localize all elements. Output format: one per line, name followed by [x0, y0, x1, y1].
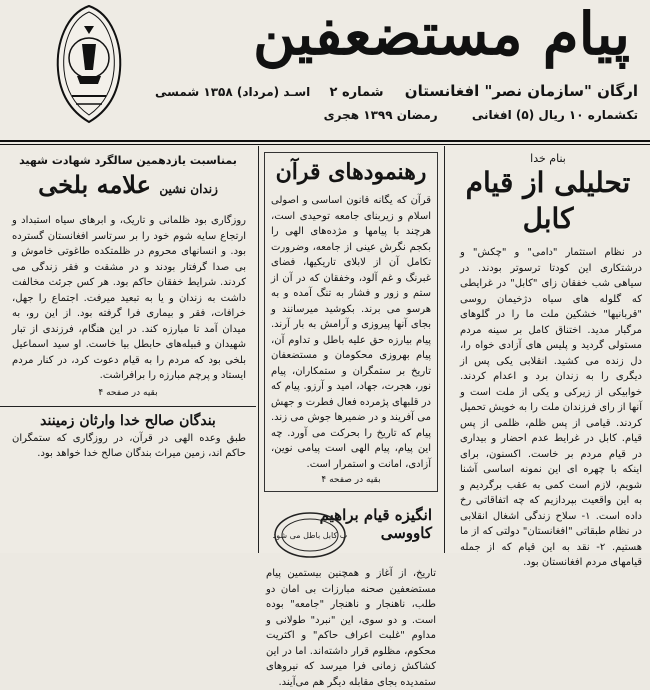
left-article-headline	[0, 169, 256, 205]
middle-sub-headline: انگیزه قیام براهیم کاووسی	[319, 506, 432, 542]
right-article-kicker: بنام خدا	[530, 152, 566, 165]
left-article-divider	[0, 406, 256, 407]
left-sub-article-body: طبق وعده الهی در قرآن، در روزگاری که ستمگران حاکم اند، زمین میراث بندگان صالح خدا خواهد بود.	[12, 432, 246, 459]
masthead-divider-thin	[0, 144, 650, 145]
masthead-meta-line	[155, 82, 638, 100]
left-article-body: روزگاری بود ظلمانی و تاریک، و ابرهای سیاه استبداد و ارتجاع سایه شوم خود را بر سرتاسر افغانستان گسترده بود. و انسانهای محروم در ظلمتکده طاغوتی خاموش و بی صدا گرفتار بودند و در مشقت و فقر زندگی می کردند. شرایط خفقان حاکم بود. هر کس جرئت مخالفت داشت به زندان و یا به تبعید میرفت. اجتماع را جهل، خرافات، فقر و بیماری فرا گرفته بود. از این رو، به میدان آمد تا مبارزه کند. در این هنگام، فرزندی از تبار شهیدان و قبیله‌های حابطل بیا خاست. او سید اسماعیل بلخی بود که مردم را به قیام دعوت کرد، در کنار مردم ایستاد و پرچم مبارزه را برافراشت.	[12, 215, 246, 381]
left-sub-headline: بندگان صالح خدا وارثان زمینند	[40, 412, 216, 429]
right-article	[446, 146, 650, 568]
left-article-headline-main: علامه بلخی	[38, 170, 151, 199]
right-article-headline: تحلیلی از قیام کابل	[465, 166, 631, 235]
left-article-headline-prefix: زندان نشین	[159, 182, 218, 196]
hijri-date: رمضان ۱۳۹۹ هجری	[323, 108, 438, 122]
solar-date: اسـد (مرداد) ۱۳۵۸ شمسی	[155, 85, 311, 99]
price-label: تکشماره ۱۰ ریال (۵) افغانی	[471, 108, 638, 122]
middle-sub-article-body: تاریخ، از آغاز و همچنین بیستمین پیام مستضعفین صحنه مبارزات بی امان دو طلب، ناهنجار و ناهنجار "جامعه" بوده است. و دو سوی، این "نبرد" طولانی و مداوم "غلبت اعراف حاکم" و اکثریت محکوم، مظلوم قرار داشته‌اند. اما در این کشاکش زمانی فرا میرسد که نیروهای ستمدیده بجای مقابله دیگر هم می‌آیند.	[266, 568, 436, 688]
middle-article	[260, 146, 442, 688]
right-article-body: در نظام استثمار "دامی" و "چکش" و درشتکاری این کودتا ترسوتر بودند. در سیاهی شب خفقان زای "کابل" در غرایطی که گلوله های سیاه دژخیمان روسی "قربانیها" خشکین ملت ما را در گلوهای مرگبار مدید. اختناق کامل بر سینه مردم مستولی گردید و پلیس های آزادی خواه را، دل زنده می کشید. انقلابی یکی پس از دیگری را به زندان برد و اعدام کردند. خوابیکی از زیرکی و یکی از ملت است و آنها از رای فرزندان ملت را به خویش تحمیل کردند. قیامی از پس ظلم، ظلمی از پس قیام. کابل در غرایط عدم احضار و بیداری در قیام مردم بر خاست. اکسنون، برای اینکه با چهره ای این نمونه اساسی آشنا شویم، لازم است کمی به عقب برگردیم و به این واقعیت بپردازیم که چه اتفاقاتی رخ داده است. ۱- سلاح زندگی اشغال انقلابی در نظام طبقاتی "افغانستان" دولتی که از ما هستیم. ۲- نقد به این قیام که از جمله قیامهای مردم افغانستان بود.	[460, 247, 643, 568]
masthead-price-line	[294, 108, 638, 122]
newspaper-title: پیام مستضعفین	[253, 0, 630, 68]
stamp-icon	[272, 510, 348, 560]
middle-article-body: قرآن که یگانه قانون اساسی و اصولی اسلام و زیربنای جامعه توحیدی است، هرچند با پیامها و مژده‌های الهی را بکجم نگرش عینی از جامعه، وضرورت تکامل آن از لابلای تاریکیها، فضای غبرنگ و غم آلود، وخفقان که در آن از ستم و زور و فشار به تنگ آمده و به هرسو می برند. بکوشید میرسانند و بجای آنها پیروزی و آرامش به بار آرند. پیام بیارزه حق علیه باطل و تداوم آن، پیام بهروزی محکومان و مستضعفان تاریخ بر ستمگران و ستمکاران، پیام نور، هجرت، جهاد، امید و آرزو. پیام که در قلبهای پژمرده فعال فطرت و جهش می آفریند و در ضمیرها جوش می زند. پیام که تاریخ را بحرکت می آورد. چه این پیام، پیام الهی است پیامی نوین، آزادی، امانت و استمرار است.	[270, 195, 431, 470]
column-divider	[444, 146, 445, 553]
organization-emblem-icon	[52, 4, 126, 126]
left-article	[0, 146, 256, 553]
column-divider	[258, 146, 259, 553]
stamp-text: ب کابل باطل می شود	[272, 531, 348, 540]
middle-article-continued: بقیه در صفحه ۴	[321, 475, 381, 485]
masthead-divider	[0, 140, 650, 142]
middle-article-headline: رهنمودهای قرآن	[275, 159, 427, 185]
left-article-continued: بقیه در صفحه ۴	[98, 387, 158, 398]
organ-label: ارگان "سازمان نصر" افغانستان	[404, 82, 638, 100]
issue-number: شماره ۲	[329, 85, 384, 100]
left-article-kicker: بمناسبت یازدهمین سالگرد شهادت شهید	[19, 154, 237, 167]
middle-sub-article-header	[264, 506, 438, 562]
masthead	[0, 0, 650, 142]
middle-article-box	[264, 152, 438, 492]
